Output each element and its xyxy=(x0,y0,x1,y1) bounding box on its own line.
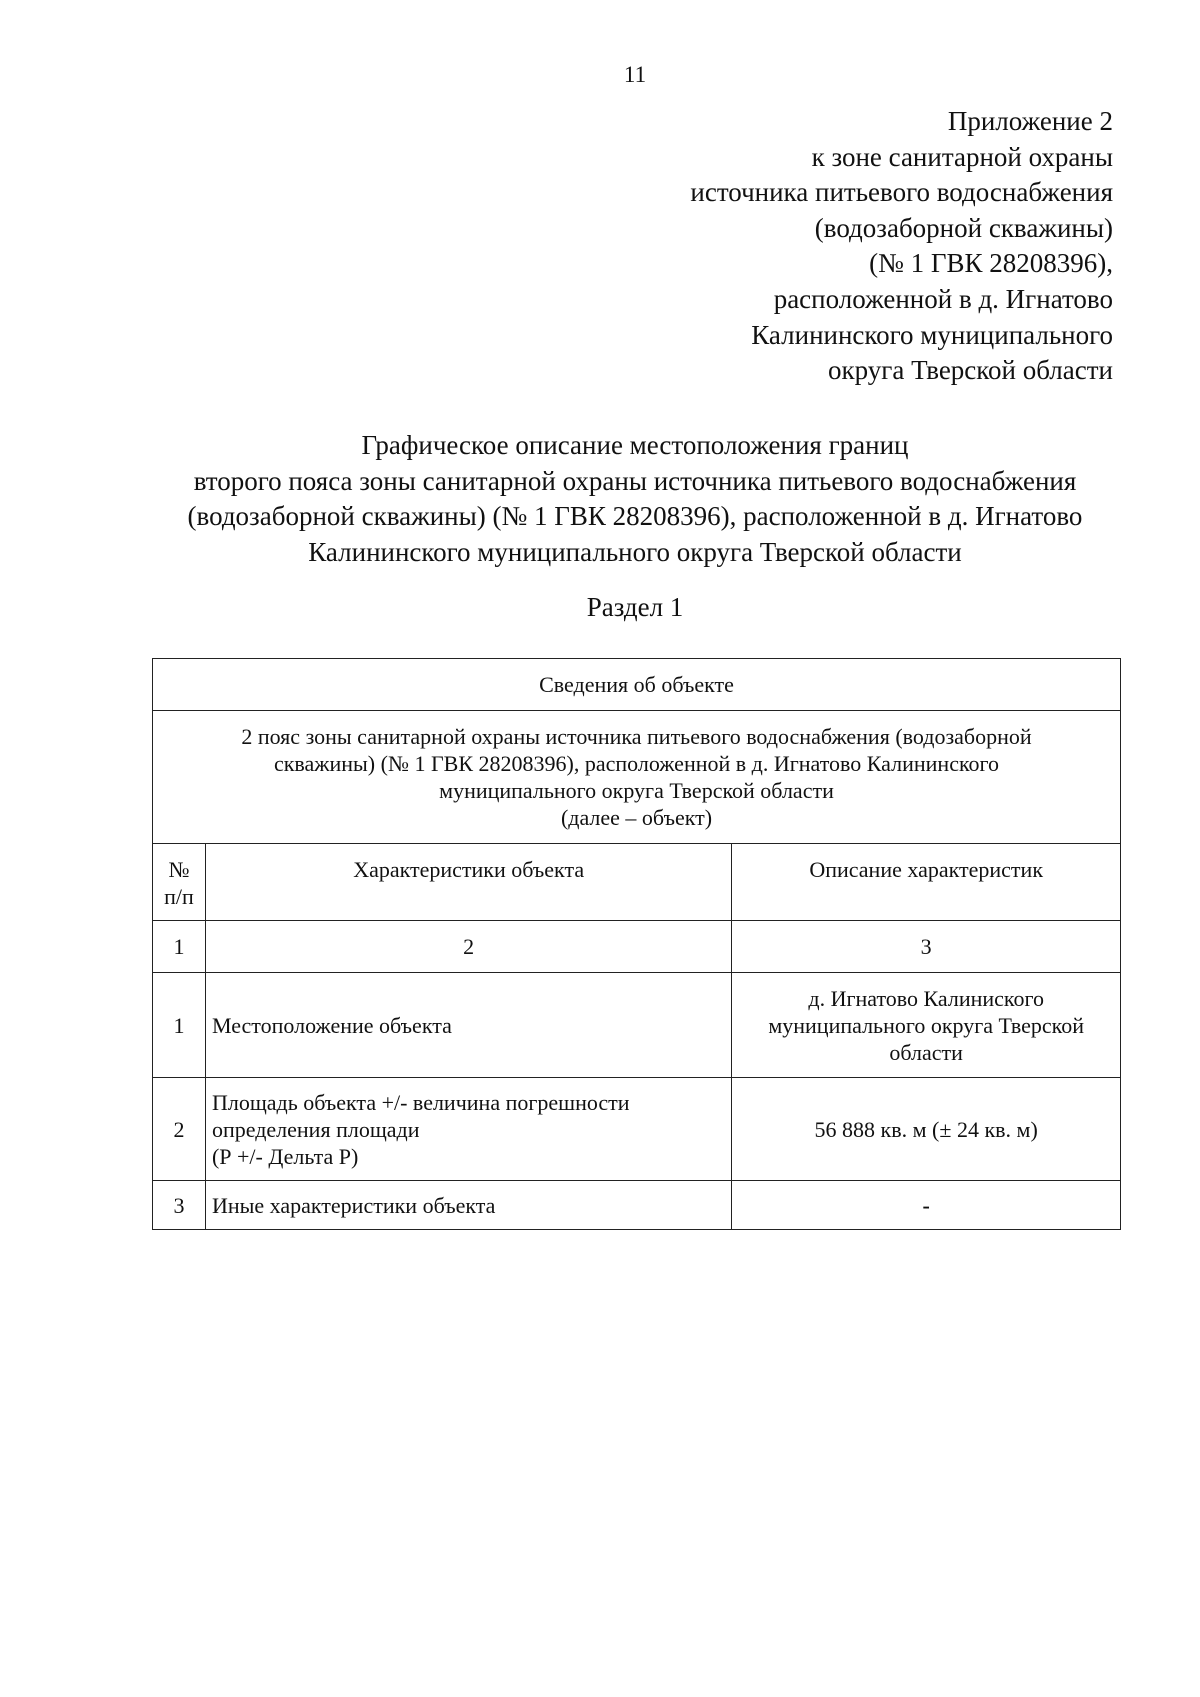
row-number: 2 xyxy=(153,1078,206,1181)
object-line: (далее – объект) xyxy=(560,805,713,830)
appendix-line: к зоне санитарной охраны xyxy=(811,141,1113,172)
object-info-table xyxy=(152,658,1121,1230)
appendix-line: (водозаборной скважины) xyxy=(814,212,1113,243)
object-line: муниципального округа Тверской области xyxy=(439,778,834,803)
appendix-header xyxy=(690,104,1113,389)
description-line: области xyxy=(889,1039,963,1065)
object-line: 2 пояс зоны санитарной охраны источника питьевого водоснабжения (водозаборной xyxy=(241,724,1032,749)
description-line: д. Игнатово Калиниского xyxy=(808,985,1044,1011)
characteristic-line: Площадь объекта +/- величина погрешности xyxy=(211,1089,630,1115)
section-title: Раздел 1 xyxy=(586,592,684,622)
appendix-line: Калининского муниципального xyxy=(751,319,1113,350)
appendix-line: (№ 1 ГВК 28208396), xyxy=(869,248,1113,279)
column-num-line: п/п xyxy=(164,884,194,909)
document-title xyxy=(0,428,1200,570)
column-header-characteristic: Характеристики объекта xyxy=(205,844,731,921)
title-line: Калининского муниципального округа Тверской области xyxy=(308,536,962,567)
table-header: Сведения об объекте xyxy=(153,659,1121,711)
characteristic-line: Местоположение объекта xyxy=(211,1012,452,1038)
row-number: 3 xyxy=(153,1181,206,1230)
characteristic-line: (Р +/- Дельта Р) xyxy=(211,1143,359,1169)
object-line: скважины) (№ 1 ГВК 28208396), расположенной в д. Игнатово Калининского xyxy=(273,751,1000,776)
title-line: второго пояса зоны санитарной охраны источника питьевого водоснабжения xyxy=(193,465,1077,496)
table-row xyxy=(153,1078,1121,1181)
description-line: 56 888 кв. м (± 24 кв. м) xyxy=(814,1116,1038,1142)
column-header-row xyxy=(153,844,1121,921)
row-description xyxy=(732,1078,1121,1181)
row-description xyxy=(732,1181,1121,1230)
description-line: муниципального округа Тверской xyxy=(768,1012,1084,1038)
column-number: 3 xyxy=(732,921,1121,973)
appendix-line: источника питьевого водоснабжения xyxy=(690,177,1113,208)
row-characteristic xyxy=(205,1181,731,1230)
column-number: 1 xyxy=(153,921,206,973)
row-characteristic xyxy=(205,973,731,1078)
table-row xyxy=(153,1181,1121,1230)
title-line: (водозаборной скважины) (№ 1 ГВК 28208396), расположенной в д. Игнатово xyxy=(187,501,1083,531)
row-description xyxy=(732,973,1121,1078)
characteristic-line: Иные характеристики объекта xyxy=(211,1192,496,1218)
column-number-row xyxy=(153,921,1121,973)
title-line: Графическое описание местоположения границ xyxy=(361,430,909,460)
column-header-num xyxy=(153,844,206,921)
page-number: 11 xyxy=(623,62,647,87)
table-header-row xyxy=(153,659,1121,711)
object-name-cell xyxy=(153,711,1121,844)
table-row xyxy=(153,973,1121,1078)
column-num-line: № xyxy=(168,857,190,882)
characteristic-line: определения площади xyxy=(211,1116,420,1142)
appendix-line: округа Тверской области xyxy=(828,355,1113,386)
object-name-row xyxy=(153,711,1121,844)
row-number: 1 xyxy=(153,973,206,1078)
column-number: 2 xyxy=(205,921,731,973)
appendix-line: расположенной в д. Игнатово xyxy=(773,283,1113,314)
column-header-description: Описание характеристик xyxy=(732,844,1121,921)
appendix-line: Приложение 2 xyxy=(947,106,1113,136)
row-characteristic xyxy=(205,1078,731,1181)
description-line: - xyxy=(922,1192,930,1218)
